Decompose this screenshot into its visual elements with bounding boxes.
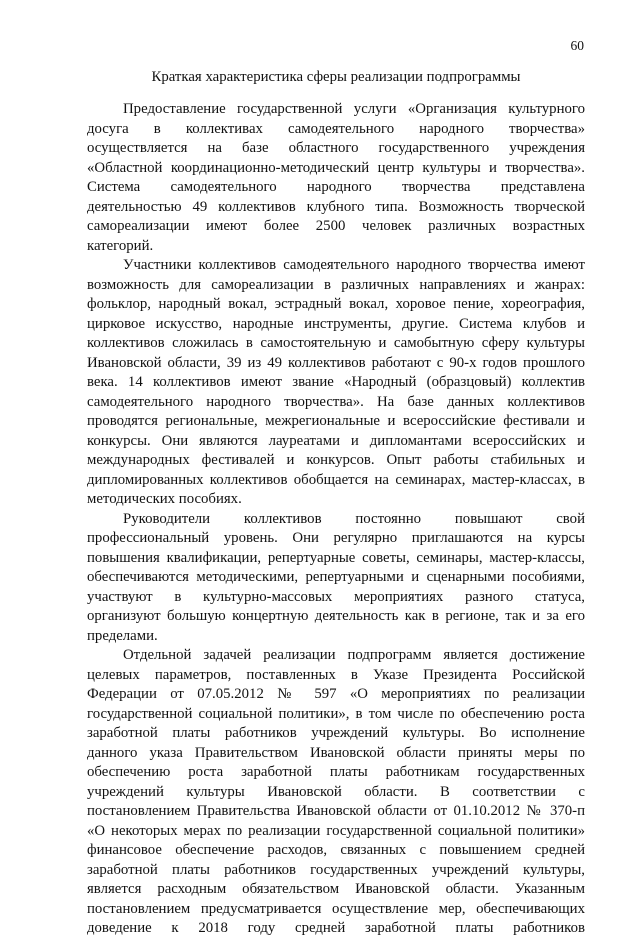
text-line: международных фестивалей и конкурсов. Опыт работы стабильных и: [87, 452, 585, 468]
text-line: повышения квалификации, репертуарные советы, семинары, мастер-классы,: [87, 549, 585, 566]
text-line: государственной социальной политики», в том числе по обеспечению роста: [87, 705, 585, 722]
text-line: деятельностью 49 коллективов клубного типа. Возможность творческой: [87, 198, 585, 215]
text-line: доведение к 2018 году средней заработной платы работников: [87, 920, 585, 936]
text-line: учреждений культуры Ивановской области. В соответствии с: [87, 783, 585, 800]
text-line: обеспечиваются методическими, репертуарными и сценарными пособиями,: [87, 569, 585, 585]
text-line: обеспечению роста заработной платы работникам государственных: [87, 764, 585, 780]
text-line: организуют большую концертную деятельность как в регионе, так и за его: [87, 608, 585, 624]
text-line: методических пособиях.: [87, 491, 242, 507]
text-line: Отдельной задачей реализации подпрограмм является достижение: [123, 647, 585, 663]
text-line: конкурсы. Они являются лауреатами и дипломантами всероссийских и: [87, 432, 585, 449]
text-line: постановлением Правительства Ивановской области от 01.10.2012 № 370-п: [87, 803, 585, 819]
text-line: данного указа Правительством Ивановской области приняты меры по: [87, 744, 585, 761]
text-line: осуществляется на базе областного государственного учреждения: [87, 140, 585, 156]
text-line: Руководители коллективов постоянно повышают свой: [123, 510, 585, 527]
text-line: пределами.: [87, 627, 158, 644]
text-line: коллективов сложилась в самостоятельную и самобытную сферу культуры: [87, 335, 585, 351]
text-line: финансовое обеспечение расходов, связанных с повышением средней: [87, 842, 585, 858]
text-line: дипломированных коллективов обобщается на семинарах, мастер-классах, в: [87, 471, 585, 488]
text-line: цирковое искусство, народные инструменты, другие. Система клубов и: [87, 315, 585, 332]
text-line: категорий.: [87, 237, 154, 254]
text-line: Ивановской области, 39 из 49 коллективов работают с 90-х годов прошлого: [87, 354, 585, 371]
text-line: Система самодеятельного народного творчества представлена: [87, 179, 585, 195]
text-line: участвуют в культурно-массовых мероприятиях разного статуса,: [87, 588, 585, 605]
text-line: целевых параметров, поставленных в Указе Президента Российской: [87, 666, 585, 683]
text-line: века. 14 коллективов имеют звание «Народный (образцовый) коллектив: [87, 374, 585, 390]
text-line: Участники коллективов самодеятельного народного творчества имеют: [123, 257, 585, 273]
text-line: «О некоторых мерах по реализации государственной социальной политики»: [87, 822, 585, 839]
text-line: «Областной координационно-методический центр культуры и творчества».: [87, 159, 585, 176]
page-number: 60: [570, 38, 584, 53]
section-heading: Краткая характеристика сферы реализации подпрограммы: [151, 69, 521, 85]
text-line: Федерации от 07.05.2012 № 597 «О мероприятиях по реализации: [87, 686, 585, 702]
body-text: [87, 100, 585, 939]
text-line: самодеятельного народного творчества». На базе данных коллективов: [87, 393, 585, 410]
text-line: заработной платы работников учреждений культуры. Во исполнение: [87, 725, 585, 741]
text-line: возможность для самореализации в различных направлениях и жанрах:: [87, 276, 585, 293]
text-line: является расходным обязательством Ивановской области. Указанным: [87, 881, 585, 897]
text-line: досуга в коллективах самодеятельного народного творчества»: [87, 120, 585, 137]
text-line: заработной платы работников государственных учреждений культуры,: [87, 861, 585, 878]
text-line: постановлением предусматривается осуществление мер, обеспечивающих: [87, 900, 585, 917]
text-line: фольклор, народный вокал, эстрадный вокал, хоровое пение, хореография,: [87, 296, 585, 312]
text-line: профессиональный уровень. Они регулярно приглашаются на курсы: [87, 530, 585, 546]
text-line: Предоставление государственной услуги «Организация культурного: [123, 101, 585, 117]
text-line: проводятся региональные, межрегиональные и всероссийские фестивали и: [87, 413, 585, 429]
text-line: самореализации имеют более 2500 человек различных возрастных: [87, 218, 585, 234]
